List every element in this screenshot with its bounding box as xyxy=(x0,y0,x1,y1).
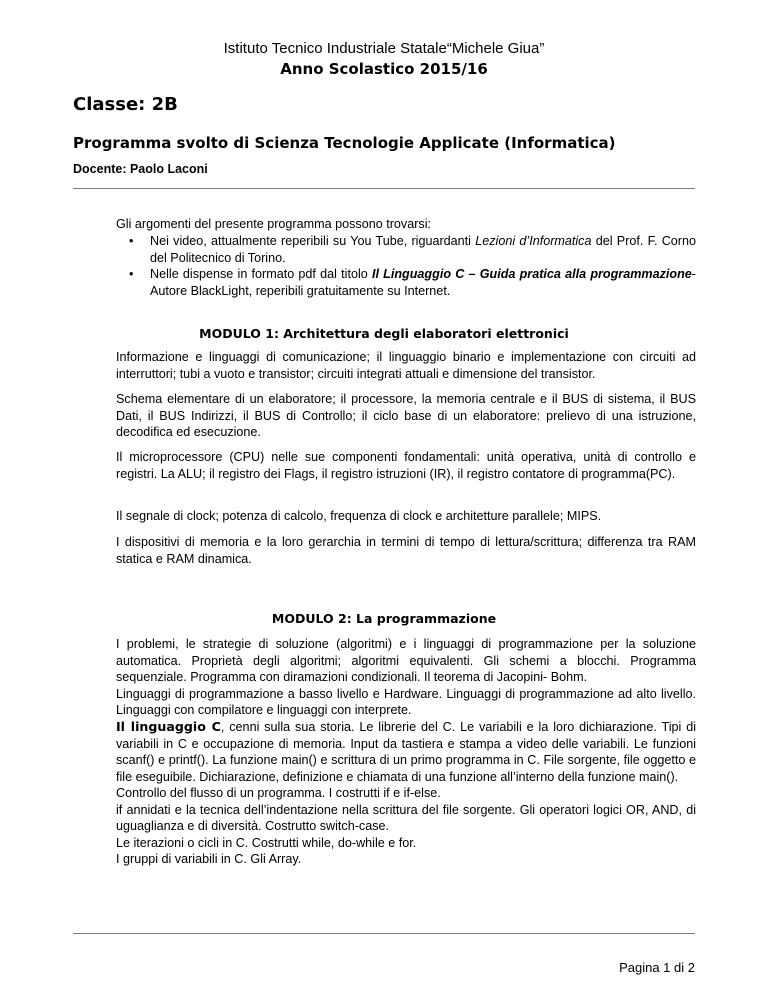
intro-text: Gli argomenti del presente programma possono trovarsi: xyxy=(116,217,431,231)
module2-paragraph: I problemi, le strategie di soluzione (algoritmi) e i linguaggi di programmazione per la soluzione automatica. Proprietà degli algoritmi; algoritmi equivalenti. Gli schemi a blocchi. Programma sequenziale. Programma con diramazioni condizionali. Il teorema di Jacopini- Bohm. Linguaggi di programmazione a basso livello e Hardware. Linguaggi di programmazione ad alto livello. Linguaggi con compilatore e linguaggi con interprete. xyxy=(116,637,696,717)
teacher-line: Docente: Paolo Laconi xyxy=(73,162,208,176)
page-number: Pagina 1 di 2 xyxy=(619,960,695,975)
c-language-heading: Il linguaggio C xyxy=(116,719,221,734)
program-title: Programma svolto di Scienza Tecnologie Applicate (Informatica) xyxy=(73,134,616,152)
list-item: • Nei video, attualmente reperibili su You Tube, riguardanti Lezioni d’Informatica del Prof. F. Corno del Politecnico di Torino. xyxy=(129,234,696,265)
bullet-icon: • xyxy=(129,234,134,248)
class-heading: Classe: 2B xyxy=(73,94,178,115)
bullet-icon: • xyxy=(129,267,134,281)
module1-paragraph: Il microprocessore (CPU) nelle sue componenti fondamentali: unità operativa, unità di controllo e registri. La ALU; il registro dei Flags, il registro istruzioni (IR), il registro contatore di programma(PC). xyxy=(116,450,696,481)
school-name: Istituto Tecnico Industriale Statale“Michele Giua” xyxy=(223,40,545,57)
module1-paragraph: Schema elementare di un elaboratore; il processore, la memoria centrale e il BUS di sistema, il BUS Dati, il BUS Indirizzi, il BUS di Controllo; il ciclo base di un elaboratore: prelievo di una istruzione, decodifica ed esecuzione. xyxy=(116,392,696,439)
module1-paragraph: I dispositivi di memoria e la loro gerarchia in termini di tempo di lettura/scrittura; differenza tra RAM statica e RAM dinamica. xyxy=(116,535,696,566)
module1-paragraph: Informazione e linguaggi di comunicazione; il linguaggio binario e implementazione con circuiti ad interruttori; tubi a vuoto e transistor; circuiti integrati attuali e dimensione del transistor. xyxy=(116,350,696,381)
source-list xyxy=(116,233,696,299)
module2-title: MODULO 2: La programmazione xyxy=(271,611,497,626)
school-year: Anno Scolastico 2015/16 xyxy=(280,60,488,78)
list-item: • Nelle dispense in formato pdf dal titolo Il Linguaggio C – Guida pratica alla programmazione- Autore BlackLight, reperibili gratuitamente su Internet. xyxy=(129,267,696,298)
c-language-paragraph: Il linguaggio C, cenni sulla sua storia. Le librerie del C. Le variabili e la loro dichiarazione. Tipi di variabili in C e occupazione di memoria. Input da tastiera e stampa a video delle variabili. Le funzioni scanf() e printf(). La funzione main() e scrittura di un primo programma in C. File sorgente, file oggetto e file eseguibile. Dichiarazione, definizione e chiamata di una funzione all’interno della funzione main(). Controllo del flusso di un programma. I costrutti if e if-else. if annidati e la tecnica dell’indentazione nella scrittura del file sorgente. Gli operatori logici OR, AND, di uguaglianza e di diversità. Costrutto switch-case. Le iterazioni o cicli in C. Costrutti while, do-while e for. I gruppi di variabili in C. Gli Array. xyxy=(116,719,696,866)
top-divider xyxy=(73,188,695,189)
footer-divider xyxy=(73,933,695,934)
module1-title: MODULO 1: Architettura degli elaboratori elettronici xyxy=(199,326,569,341)
module1-paragraph: Il segnale di clock; potenza di calcolo, frequenza di clock e architetture parallele; MIPS. xyxy=(116,509,602,523)
